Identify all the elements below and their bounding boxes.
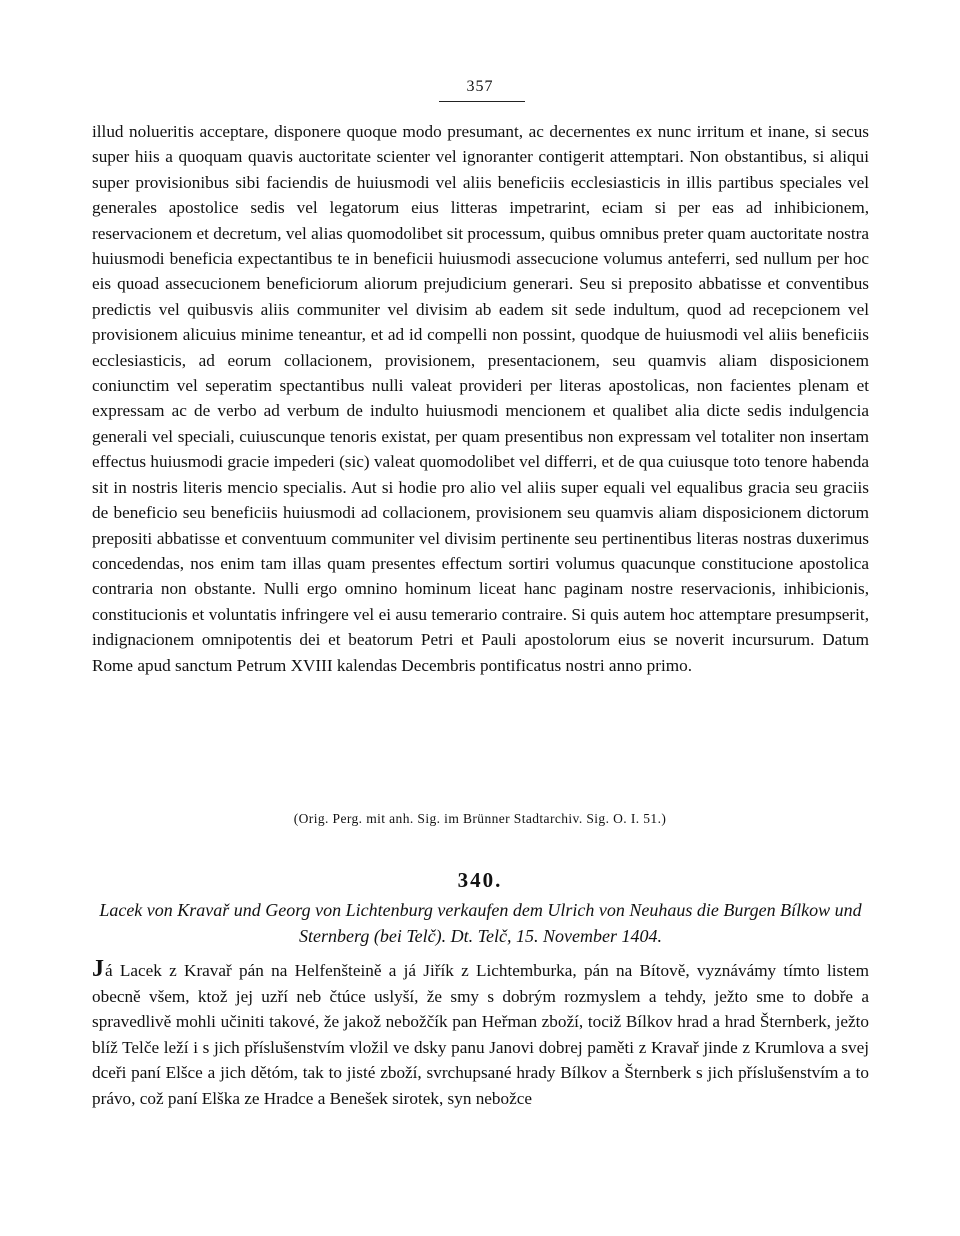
drop-cap: J — [92, 956, 104, 982]
latin-text-block — [92, 119, 869, 678]
czech-paragraph — [92, 957, 869, 1112]
document-number: 340. — [457, 868, 503, 892]
latin-paragraph: illud nolueritis acceptare, disponere quoque modo presumant, ac decernentes ex nunc irritum et inane, si secus super hiis a quoquam quavis auctoritate scienter vel ignoranter contigerit attemptari. Non obstantibus, si aliqui super provisionibus sibi faciendis de huiusmodi vel aliis beneficiis ecclesiasticis in illis partibus speciales vel generales apostolice sedis vel legatorum eius litteras impetrarint, eciam si per eas ad inhibicionem, reservacionem et decretum, vel alias quomodolibet sit processum, quibus omnibus preter quam auctoritate nostra huiusmodi beneficia expectantibus te in beneficii huiusmodi assecucione volumus anteferri, sed nullum per hoc eis quoad assecucionem beneficiorum aliorum prejudicium generari. Seu si preposito abbatisse et conventibus predictis vel quibusvis aliis communiter vel divisim ab eadem sit sede indultum, quod ad recepcionem vel provisionem alicuius minime teneantur, et ad id compelli non possint, quodque de huiusmodi vel aliis beneficiis ecclesiasticis, ad eorum collacionem, provisionem, presentacionem, seu quamvis aliam disposicionem coniunctim vel seperatim spectantibus nulli valeat provideri per literas apostolicas, non facientes plenam et expressam ac de verbo ad verbum de indulto huiusmodi mencionem et qualibet alia dicte sedis indulgencia generali vel speciali, cuiuscunque tenoris existat, per quam presentibus non expressam vel totaliter non insertam effectus huiusmodi gracie impederi (sic) valeat quomodolibet vel differri, et de qua cuiusque toto tenore habenda sit in nostris literis mencio specialis. Aut si hodie pro alio vel aliis super equali vel equalibus gracia seu graciis de beneficio seu beneficiis huiusmodi ad collacionem, provisionem seu quamvis aliam disposicionem dictorum prepositi abbatisse et conventuum communiter vel divisim pertinente seu pertinentibus literas nostras duxerimus concedendas, nos enim tam illas quam presentes effectum sortiri volumus quacunque constitucione apostolica contraria non obstante. Nulli ergo omnino hominum liceat hanc paginam nostre reservacionis, inhibicionis, constitucionis et voluntatis infringere vel ei ausu temerario contraire. Si quis autem hoc attemptare presumpserit, indignacionem omnipotentis dei et beatorum Petri et Pauli apostolorum eius se noverit incursurum. Datum Rome apud sanctum Petrum XVIII kalendas Decembris pontificatus nostri anno primo. — [92, 122, 869, 675]
czech-text-block — [92, 957, 869, 1112]
page-number-rule — [439, 101, 525, 102]
page-number: 357 — [466, 78, 494, 95]
document-heading: Lacek von Kravař und Georg von Lichtenburg verkaufen dem Ulrich von Neuhaus die Burgen Bílkow und Sternberg (bei Telč). Dt. Telč, 15. November 1404. — [99, 900, 862, 946]
czech-paragraph-text: á Lacek z Kravař pán na Helfenšteině a já Jiřík z Lichtemburka, pán na Bítově, vyznávámy tímto listem obecně všem, ktož jej uzří neb čtúce uslyší, že smy s dobrým rozmyslem a tehdy, ježto sme to dobře a spravedlivě mohli učiniti takové, že jakož nebožčík pan Heřman zboží, tociž Bílkov hrad a hrad Šternberk, ježto blíž Telče leží i s jich příslušenstvím vložil ve dsky panu Janovi dobrej paměti z Kravař jinde z Krumlova a svej dceři paní Elšce a jich dětóm, tak to jisté zboží, svrchupsané hrady Bílkov a Šternberk s jich příslušenstvím a to právo, což paní Elška ze Hradce a Benešek sirotek, syn nebožce — [92, 961, 869, 1108]
source-note: (Orig. Perg. mit anh. Sig. im Brünner Stadtarchiv. Sig. O. I. 51.) — [293, 811, 667, 826]
